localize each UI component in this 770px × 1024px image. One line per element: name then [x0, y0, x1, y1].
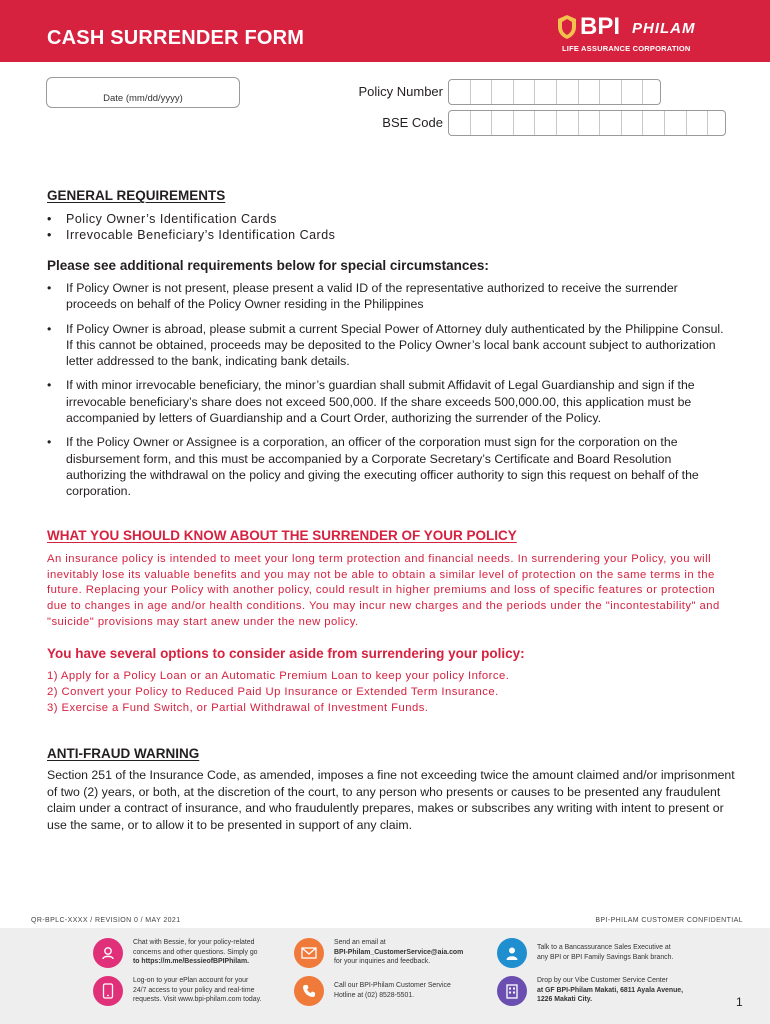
- special-circumstances-heading: Please see additional requirements below for special circumstances:: [47, 258, 489, 273]
- crest-icon: [556, 14, 578, 40]
- contact-band: [0, 928, 770, 1024]
- contact-text: concerns and other questions. Simply go: [133, 948, 258, 956]
- list-item: • Irrevocable Beneficiary’s Identification Cards: [47, 227, 335, 243]
- what-you-should-know-text: An insurance policy is intended to meet your long term protection and financial needs. In surrendering your Policy, you will inevitably lose its valuable benefits and you may not be able to obtain a similar level of protection on the same terms in the future. Replacing your Policy with another policy, could result in higher premiums and loss of specific features or protection due to changes in age and/or health conditions. You may incur new charges and the periods under the "incontestability" and "suicide" provisions may start anew under the new policy.: [47, 553, 720, 628]
- list-item: • If Policy Owner is not present, please present a valid ID of the representative authorized to receive the surrender proceeds on behalf of the Policy Owner residing in the Philippines: [47, 280, 727, 313]
- contact-service-center: [497, 976, 684, 1010]
- list-item: 2) Convert your Policy to Reduced Paid Up Insurance or Extended Term Insurance.: [47, 686, 499, 698]
- bse-code-field[interactable]: [448, 110, 726, 136]
- special-circumstances-list: [47, 280, 727, 500]
- contact-email-link[interactable]: BPI-Philam_CustomerService@aia.com: [334, 948, 464, 956]
- contact-text: for your inquiries and feedback.: [334, 958, 431, 966]
- chat-icon: [93, 938, 123, 968]
- phone-icon: [294, 976, 324, 1006]
- general-requirements-list: [47, 211, 335, 243]
- contact-sales: [497, 938, 677, 972]
- what-you-should-know-heading: WHAT YOU SHOULD KNOW ABOUT THE SURRENDER OF YOUR POLICY: [47, 528, 517, 543]
- contact-text: Drop by our Vibe Customer Service Center: [537, 977, 668, 984]
- contact-text: Talk to a Bancassurance Sales Executive at: [537, 944, 671, 951]
- contact-text: Hotline at (02) 8528-5501.: [334, 991, 415, 999]
- contact-link[interactable]: requests. Visit www.bpi-philam.com today.: [133, 996, 262, 1004]
- logo-bpi-text: BPI: [580, 13, 621, 40]
- list-item: • If the Policy Owner or Assignee is a corporation, an officer of the corporation must sign for the corporation on the disbursement form, and this must be accompanied by a Corporate Secretary’s Certificate and Board Resolution authorizing the withdrawal on the policy and giving the executing officer authority to sign this request on behalf of the corporation.: [47, 434, 727, 499]
- anti-fraud-text: Section 251 of the Insurance Code, as amended, imposes a fine not exceeding twice the amount claimed and/or imprisonment of two (2) years, or both, at the discretion of the court, to any person who presents or causes to be presented any fraudulent claim under a contract of insurance, and who fraudulently prepares, makes or subscribes any writing with intent to present or use the same, or to allow it to be presented in support of any claim.: [47, 768, 735, 832]
- anti-fraud-heading: ANTI-FRAUD WARNING: [47, 746, 200, 761]
- confidentiality-note: BPI-PHILAM CUSTOMER CONFIDENTIAL: [595, 917, 743, 924]
- list-item: 1) Apply for a Policy Loan or an Automatic Premium Loan to keep your policy Inforce.: [47, 670, 510, 682]
- contact-hotline: [294, 976, 474, 1010]
- form-code: QR-BPLC-XXXX / REVISION 0 / MAY 2021: [31, 917, 181, 924]
- contact-link[interactable]: to https://m.me/BessieofBPIPhilam.: [133, 958, 250, 966]
- bpi-philam-logo: [556, 12, 736, 54]
- form-title: CASH SURRENDER FORM: [47, 27, 305, 49]
- date-label: Date (mm/dd/yyyy): [103, 93, 183, 104]
- contact-chat: [93, 938, 273, 972]
- logo-philam-text: PHILAM: [632, 20, 696, 37]
- contact-text: Call our BPI-Philam Customer Service: [334, 982, 451, 989]
- logo-subtitle: LIFE ASSURANCE CORPORATION: [562, 44, 691, 53]
- general-requirements-heading: GENERAL REQUIREMENTS: [47, 188, 226, 203]
- mobile-icon: [93, 976, 123, 1006]
- contact-address: at GF BPI-Philam Makati, 6811 Ayala Avenue,: [537, 986, 684, 994]
- list-item: • If Policy Owner is abroad, please submit a current Special Power of Attorney duly authenticated by the Philippine Consul. If this cannot be obtained, proceeds may be deposited to the Policy Owner’s local bank account subject to authorization letter addressed to the bank, indicating bank details.: [47, 321, 727, 370]
- contact-text: Send an email at: [334, 939, 386, 946]
- policy-number-field[interactable]: [448, 79, 661, 105]
- page-number: 1: [736, 995, 743, 1009]
- contact-text: 24/7 access to your policy and real-time: [133, 986, 255, 994]
- list-item: 3) Exercise a Fund Switch, or Partial Withdrawal of Investment Funds.: [47, 702, 429, 714]
- options-list: [47, 668, 509, 716]
- bse-code-label: BSE Code: [382, 115, 443, 130]
- header-bar: [0, 0, 770, 62]
- contact-eplan: [93, 976, 273, 1010]
- list-item: • Policy Owner’s Identification Cards: [47, 211, 335, 227]
- options-heading: You have several options to consider aside from surrendering your policy:: [47, 646, 525, 661]
- contact-address: 1226 Makati City.: [537, 996, 593, 1004]
- contact-text: any BPI or BPI Family Savings Bank branch.: [537, 953, 674, 961]
- contact-text: Chat with Bessie, for your policy-related: [133, 939, 255, 946]
- list-item: • If with minor irrevocable beneficiary, the minor’s guardian shall submit Affidavit of Legal Guardianship and sign if the irrevocable beneficiary’s share does not exceed 500,000. If the share exceeds 500,000.00, this application must be accompanied by letters of Guardianship and a Court Order, authorizing the surrender of the Policy.: [47, 377, 727, 426]
- mail-icon: [294, 938, 324, 968]
- contact-text: Log-on to your ePlan account for your: [133, 977, 249, 984]
- date-field[interactable]: [46, 77, 240, 108]
- policy-number-label: Policy Number: [358, 84, 443, 99]
- person-icon: [497, 938, 527, 968]
- building-icon: [497, 976, 527, 1006]
- contact-email: [294, 938, 474, 972]
